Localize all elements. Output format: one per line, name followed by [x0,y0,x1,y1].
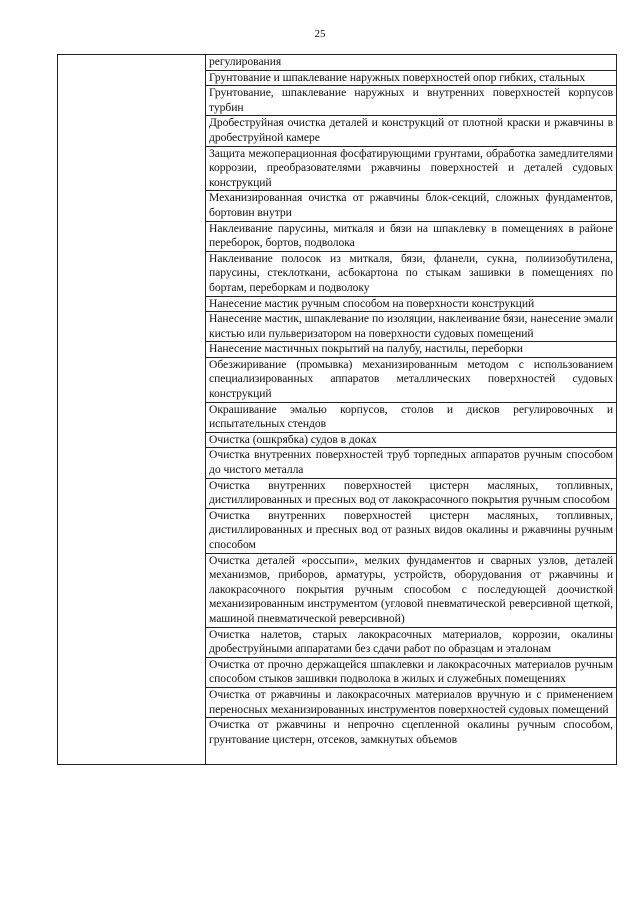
row-text: Наклеивание парусины, миткаля и бязи на шпаклевку в помещениях в районе переборок, бортов, подволока [209,221,613,250]
table-cell [206,221,617,251]
table-cell [206,116,617,146]
row-text: Грунтование, шпаклевание наружных и внутренних поверхностей корпусов турбин [209,86,613,114]
row-text: Очистка (ошкрябка) судов в доках [209,432,377,446]
row-text: Нанесение мастик, шпаклевание по изоляции, наклеивание бязи, нанесение эмали кистью или пульверизатором на поверхности судовых помещений [209,312,613,340]
table-cell [206,718,617,765]
row-text: Очистка внутренних поверхностей труб торпедных аппаратов ручным способом до чистого металла [209,448,613,477]
table-cell [206,55,617,71]
table-cell [206,342,617,358]
table-cell [206,687,617,717]
table-cell [206,657,617,687]
row-text: Механизированная очистка от ржавчины блок-секций, сложных фундаментов, бортовин внутри [209,191,613,219]
row-text: Грунтование и шпаклевание наружных поверхностей опор гибких, стальных [209,70,586,84]
table-cell [206,86,617,116]
table-cell [206,478,617,508]
row-text: Нанесение мастичных покрытий на палубу, настилы, переборки [209,342,523,356]
row-text: регулирования [209,55,282,68]
row-text: Очистка внутренних поверхностей цистерн масляных, топливных, дистиллированных и пресных вод от лакокрасочного покрытия ручным способом [209,478,613,507]
row-text: Очистка от ржавчины и непрочно сцепленной окалины ручным способом, грунтование цистерн, отсеков, замкнутых объемов [209,718,613,746]
table-cell [206,448,617,478]
page-number: 25 [314,28,326,40]
row-text: Очистка от ржавчины и лакокрасочных материалов вручную и с применением переносных механизированных инструментов поверхностей судовых помещений [209,687,613,716]
table-cell [206,191,617,221]
table-cell [206,70,617,86]
table-cell [206,312,617,342]
table-cell [206,432,617,448]
table-row [58,55,617,71]
row-text: Очистка от прочно держащейся шпаклевки и лакокрасочных материалов ручным способом стыков зашивки подволока в жилых и служебных помещениях [209,657,613,686]
row-text: Защита межоперационная фосфатирующими грунтами, обработка замедлителями коррозии, преобразователями ржавчины поверхностей и деталей судовых конструкций [209,146,613,189]
table-cell [206,508,617,553]
table-cell [206,357,617,402]
table-cell [206,146,617,191]
row-text: Обезжиривание (промывка) механизированным методом с использованием специализированных аппаратов металлических поверхностей судовых конструкций [209,357,613,401]
row-text: Наклеивание полосок из миткаля, бязи, фланели, сукна, полиизобутилена, парусины, стеклоткани, асбокартона по стыкам зашивки в помещениях по бортам, переборкам и подволоку [209,251,613,294]
row-text: Очистка внутренних поверхностей цистерн масляных, топливных, дистиллированных и пресных вод от разных видов окалины и ржавчины ручным способом [209,508,613,551]
row-text: Очистка налетов, старых лакокрасочных материалов, коррозии, окалины дробеструйными аппаратами без сдачи работ по образцам и эталонам [209,627,613,656]
table-cell [206,627,617,657]
table-cell [206,296,617,312]
row-text: Очистка деталей «россыпи», мелких фундаментов и сварных узлов, деталей механизмов, приборов, арматуры, устройств, оборудования от ржавчины и лакокрасочного покрытия ручным способом с последующей доочисткой механизированным инструментом (угловой пневматической реверсивной щеткой, машиной пневматической реверсивной) [209,553,613,625]
left-empty-column [58,55,206,765]
row-text: Нанесение мастик ручным способом на поверхности конструкций [209,296,535,310]
table-cell [206,553,617,627]
work-types-table [57,54,617,765]
row-text: Окрашивание эмалью корпусов, столов и дисков регулировочных и испытательных стендов [209,402,613,431]
table-cell [206,251,617,296]
row-text: Дробеструйная очистка деталей и конструкций от плотной краски и ржавчины в дробеструйной камере [209,116,613,144]
table-cell [206,402,617,432]
